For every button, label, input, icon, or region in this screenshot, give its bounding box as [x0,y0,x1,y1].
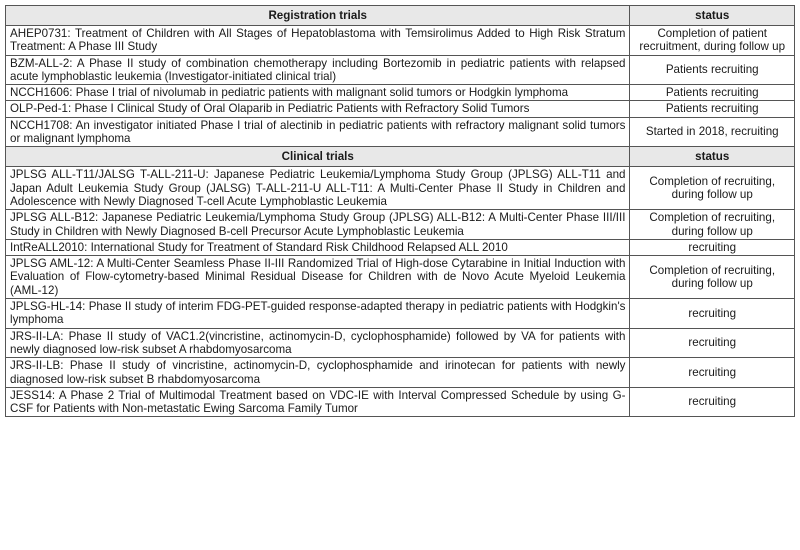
trial-name: JRS-II-LB: Phase II study of vincristine, actinomycin-D, cyclophosphamide and irinotecan for patients with newly diagnosed low-risk subset B rhabdomyosarcoma [6,358,630,388]
trial-status: Patients recruiting [630,101,795,117]
trial-name: JPLSG ALL-B12: Japanese Pediatric Leukemia/Lymphoma Study Group (JPLSG) ALL-B12: A Multi-Center Phase III/III Study in Children with Newly Diagnosed B-cell Precursor Acute Lymphoblastic Leukemia [6,210,630,240]
trial-status: Patients recruiting [630,55,795,85]
table-row [6,299,795,329]
table-row [6,167,795,210]
trial-status: recruiting [630,299,795,329]
trial-name: JESS14: A Phase 2 Trial of Multimodal Treatment based on VDC-IE with Interval Compressed Schedule by using G-CSF for Patients with Non-metastatic Ewing Sarcoma Family Tumor [6,387,630,417]
trial-status: Completion of recruiting, during follow up [630,167,795,210]
trial-status: Started in 2018, recruiting [630,117,795,147]
table-row [6,117,795,147]
table-row [6,55,795,85]
table-row [6,26,795,56]
table-row [6,101,795,117]
table-row [6,239,795,255]
trial-name: AHEP0731: Treatment of Children with All Stages of Hepatoblastoma with Temsirolimus Added to High Risk Stratum Treatment: A Phase III Study [6,26,630,56]
table-row [6,328,795,358]
trial-status: Completion of recruiting, during follow up [630,256,795,299]
trial-name: IntReALL2010: International Study for Treatment of Standard Risk Childhood Relapsed ALL 2010 [6,239,630,255]
trial-name: JPLSG AML-12: A Multi-Center Seamless Phase II-III Randomized Trial of High-dose Cytarabine in Initial Induction with Evaluation of Flow-cytometry-based Minimal Residual Disease for Children with de Novo Acute Myeloid Leukemia (AML-12) [6,256,630,299]
trial-status: recruiting [630,387,795,417]
trial-name: JPLSG ALL-T11/JALSG T-ALL-211-U: Japanese Pediatric Leukemia/Lymphoma Study Group (JPLSG) ALL-T11 and Japan Adult Leukemia Study Group (JALSG) T-ALL-211-U ALL-T11: A Multi-Center Phase II Study in Children and Adolescence with Newly Diagnosed T-cell Acute Lymphoblastic Leukemia [6,167,630,210]
trial-status: recruiting [630,358,795,388]
table-row [6,387,795,417]
trial-status: Completion of patient recruitment, during follow up [630,26,795,56]
table-row [6,358,795,388]
trial-name: JPLSG-HL-14: Phase II study of interim FDG-PET-guided response-adapted therapy in pediatric patients with Hodgkin's lymphoma [6,299,630,329]
clinical-status-header: status [630,147,795,167]
trial-name: JRS-II-LA: Phase II study of VAC1.2(vincristine, actinomycin-D, cyclophosphamide) followed by VA for patients with newly diagnosed low-risk subset A rhabdomyosarcoma [6,328,630,358]
trials-table [5,5,795,417]
registration-header: Registration trials [6,6,630,26]
table-row [6,210,795,240]
registration-status-header: status [630,6,795,26]
table-row [6,256,795,299]
trial-name: BZM-ALL-2: A Phase II study of combination chemotherapy including Bortezomib in pediatric patients with relapsed acute lymphoblastic leukemia (Investigator-initiated clinical trial) [6,55,630,85]
trial-status: recruiting [630,239,795,255]
clinical-header: Clinical trials [6,147,630,167]
table-row [6,85,795,101]
trial-name: NCCH1606: Phase I trial of nivolumab in pediatric patients with malignant solid tumors or Hodgkin lymphoma [6,85,630,101]
registration-header-row [6,6,795,26]
trial-name: OLP-Ped-1: Phase I Clinical Study of Oral Olaparib in Pediatric Patients with Refractory Solid Tumors [6,101,630,117]
trial-status: Patients recruiting [630,85,795,101]
clinical-header-row [6,147,795,167]
trial-status: Completion of recruiting, during follow up [630,210,795,240]
trial-name: NCCH1708: An investigator initiated Phase I trial of alectinib in pediatric patients with refractory malignant solid tumors or malignant lymphoma [6,117,630,147]
trial-status: recruiting [630,328,795,358]
